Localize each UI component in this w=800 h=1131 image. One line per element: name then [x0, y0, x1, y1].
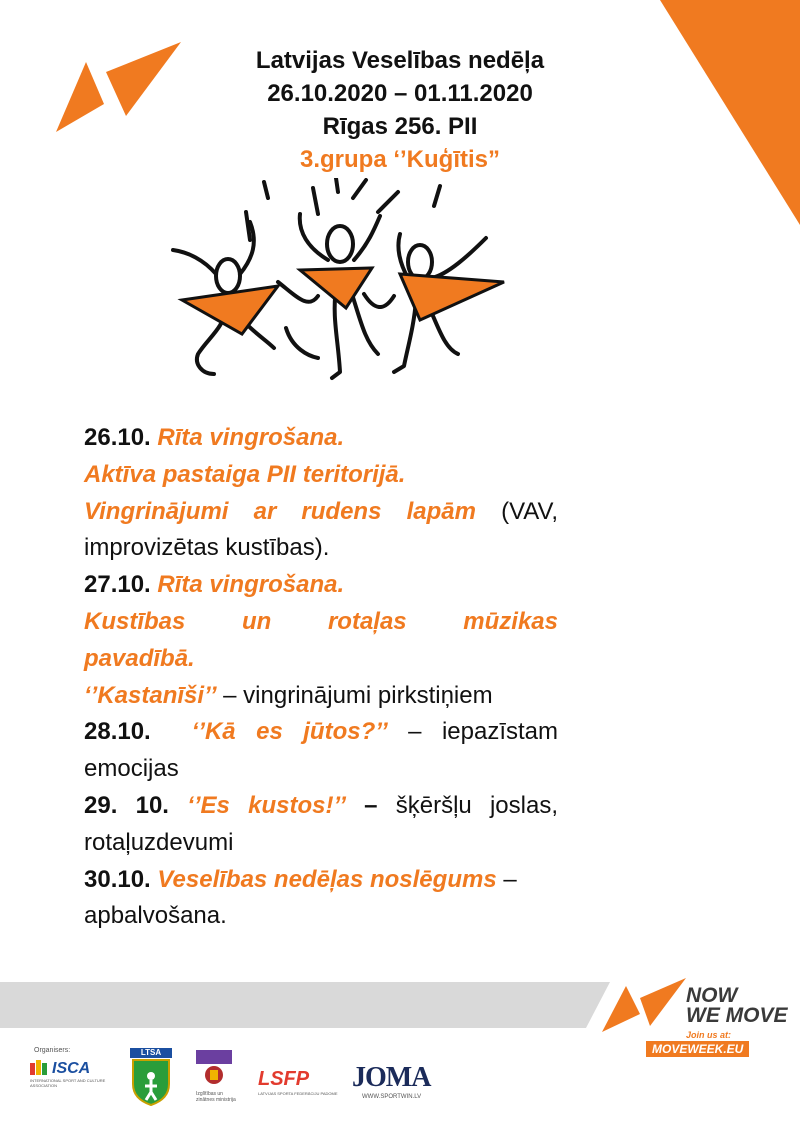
day-1-line-3 — [84, 494, 558, 568]
day-4-note: šķēršļu joslas, rotaļuzdevumi — [84, 791, 559, 856]
day-1-activity-2: Aktīva pastaiga PII teritorijā. — [84, 460, 406, 488]
day-2-date: 27.10. — [84, 571, 151, 599]
day-1-activity-3-note: (VAV, improvizētas kustības). — [84, 497, 558, 562]
day-1-line-1 — [84, 420, 558, 457]
now-we-move-arrow-icon — [602, 978, 688, 1034]
nwm-join-label: Join us at: — [686, 1030, 732, 1040]
nwm-line-1: NOW — [686, 984, 738, 1007]
day-2-activity-2: Kustības un rotaļas mūzikas — [84, 607, 558, 635]
joma-logo — [352, 1062, 442, 1100]
ltsa-text: LTSA — [130, 1048, 172, 1058]
date-range: 26.10.2020 – 01.11.2020 — [267, 80, 533, 107]
day-4-date: 29. 10. — [84, 791, 169, 819]
program-schedule — [84, 420, 558, 935]
day-2-activity-3: ‘’Kastanīši’’ — [84, 681, 217, 709]
day-1-activity-3: Vingrinājumi ar rudens lapām — [84, 497, 476, 525]
now-we-move-logo — [686, 986, 788, 1040]
day-1-date: 26.10. — [84, 424, 151, 451]
day-4-dash: – — [345, 791, 378, 819]
day-2-line-2 — [84, 604, 558, 641]
day-2-activity-2-cont: pavadībā. — [84, 644, 195, 672]
day-5-activity: Veselības nedēļas noslēgums — [157, 865, 497, 893]
group-name: 3.grupa ‘’Kuģītis” — [299, 146, 500, 173]
lsfp-logo — [258, 1068, 338, 1096]
joma-caption: WWW.SPORTWIN.LV — [362, 1094, 422, 1100]
day-1-line-2 — [84, 457, 558, 494]
day-3-activity: ‘’Kā es jūtos?’’ — [191, 718, 388, 746]
ministry-logo — [196, 1050, 242, 1103]
isca-emblem-icon — [30, 1060, 52, 1078]
dancing-people-illustration — [168, 178, 513, 388]
ministry-caption: Izglītības un zinātnes ministrija — [196, 1091, 236, 1103]
day-2-activity-1: Rīta vingrošana. — [157, 571, 345, 599]
day-3-line — [84, 714, 558, 788]
day-3-date: 28.10. — [84, 718, 151, 746]
isca-caption: INTERNATIONAL SPORT AND CULTURE ASSOCIATION — [30, 1078, 106, 1089]
day-2-line-1 — [84, 567, 558, 604]
isca-text: ISCA — [52, 1060, 91, 1077]
ministry-coat-of-arms — [196, 1064, 232, 1086]
ltsa-shield-icon — [130, 1058, 172, 1106]
day-4-line — [84, 788, 558, 862]
day-3-note: – iepazīstam emocijas — [84, 718, 559, 783]
day-2-activity-3-note: – vingrinājumi pirkstiņiem — [216, 681, 493, 709]
day-2-line-3 — [84, 641, 558, 678]
day-2-line-4 — [84, 678, 558, 715]
header — [180, 44, 620, 176]
lsfp-text: LSFP — [258, 1068, 310, 1090]
isca-logo — [30, 1060, 106, 1088]
corner-decoration — [660, 0, 800, 230]
lsfp-caption: LATVIJAS SPORTA FEDERĀCIJU PADOME — [258, 1091, 338, 1096]
joma-text: JOMA — [352, 1062, 431, 1093]
nwm-line-2: WE MOVE — [686, 1004, 788, 1027]
day-5-date: 30.10. — [84, 865, 151, 893]
school-name: Rīgas 256. PII — [322, 113, 478, 140]
ltsa-logo — [130, 1048, 172, 1111]
organisers-label: Organisers: — [34, 1047, 71, 1054]
day-4-activity: ‘’Es kustos!’’ — [187, 791, 346, 819]
moveweek-url: MOVEWEEK.EU — [646, 1041, 749, 1057]
day-5-note: – apbalvošana. — [84, 865, 517, 930]
day-1-activity-1: Rīta vingrošana. — [157, 424, 345, 451]
page-title: Latvijas Veselības nedēļa — [255, 47, 545, 74]
moveweek-arrow-logo — [56, 42, 184, 134]
ministry-bar — [196, 1050, 232, 1064]
day-5-line — [84, 862, 558, 936]
